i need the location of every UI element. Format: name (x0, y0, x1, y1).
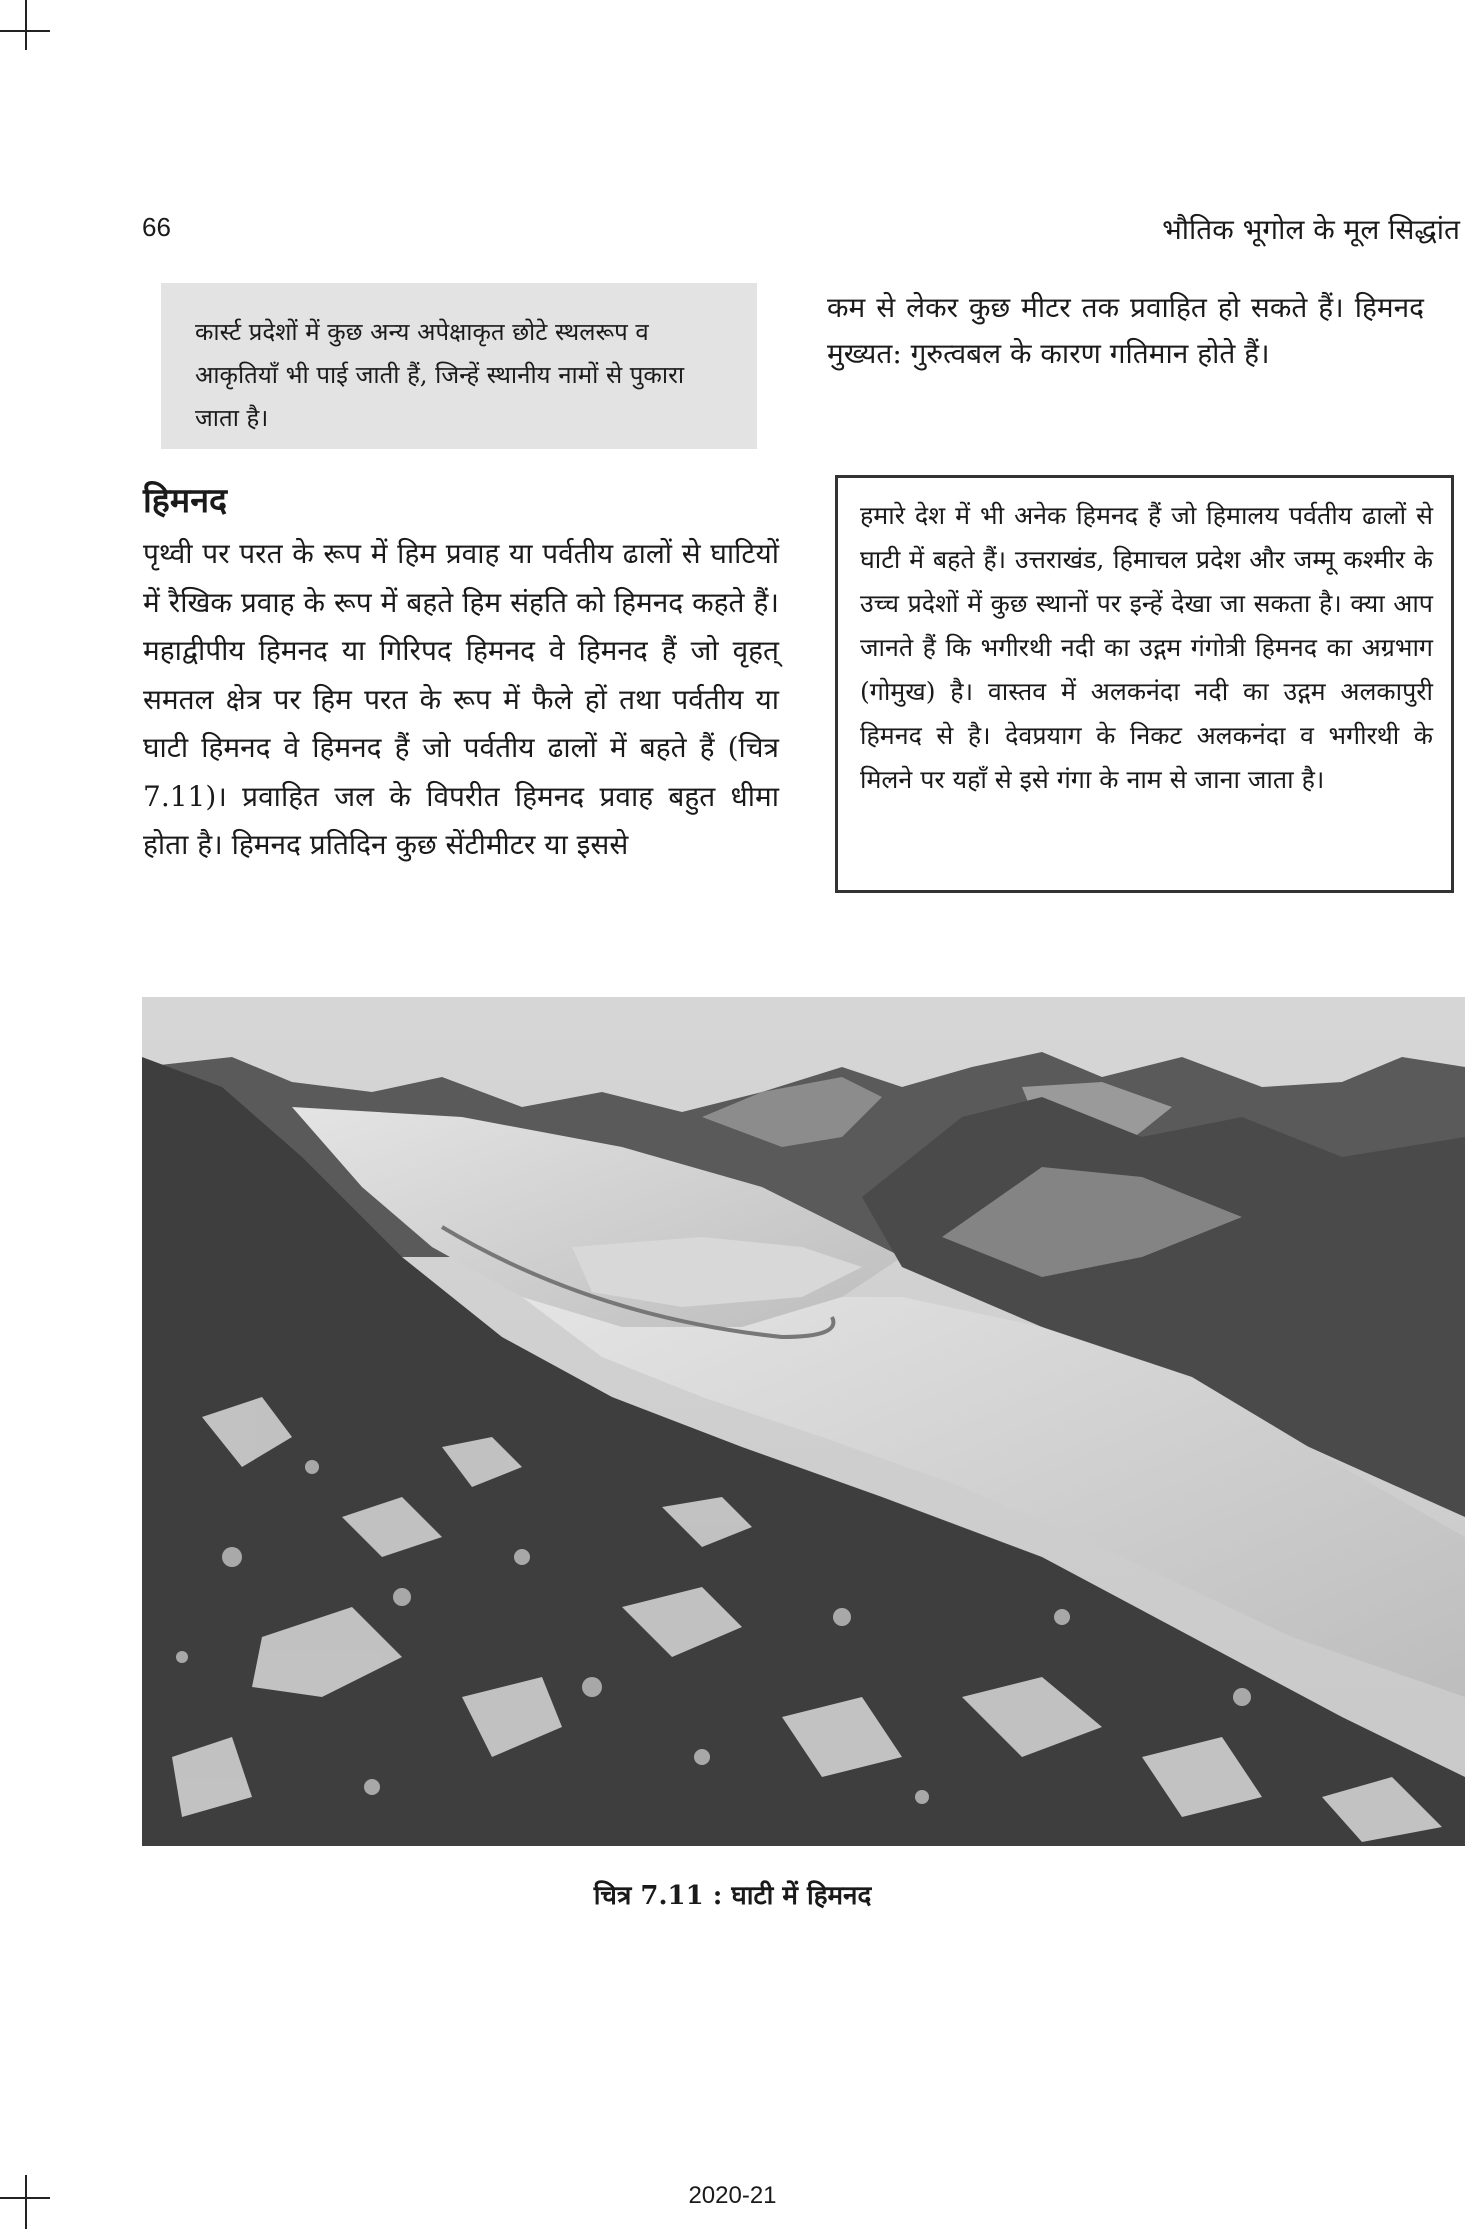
running-head: भौतिक भूगोल के मूल सिद्धांत (1162, 213, 1460, 246)
figure-caption: चित्र 7.11 : घाटी में हिमनद (593, 1881, 872, 1911)
footer-year: 2020-21 (688, 2182, 777, 2209)
page-number: 66 (142, 212, 171, 242)
continuation-paragraph: कम से लेकर कुछ मीटर तक प्रवाहित हो सकते हैं। हिमनद मुख्यत: गुरुत्वबल के कारण गतिमान होते हैं। (827, 291, 1424, 370)
crop-mark-top-left-v (25, 0, 27, 50)
side-note-box (161, 283, 757, 449)
glacier-photo-illustration (142, 997, 1465, 1846)
side-note-text: कार्स्ट प्रदेशों में कुछ अन्य अपेक्षाकृत छोटे स्थलरूप व आकृतियाँ भी पाई जाती हैं, जिन्हें स्थानीय नामों से पुकारा जाता है। (195, 318, 685, 432)
info-box-text: हमारे देश में भी अनेक हिमनद हैं जो हिमालय पर्वतीय ढालों से घाटी में बहते हैं। उत्तराखंड, हिमाचल प्रदेश और जम्मू कश्मीर के उच्च प्रदेशों में कुछ स्थानों पर इन्हें देखा जा सकता है। क्या आप जानते हैं कि भगीरथी नदी का उद्गम गंगोत्री हिमनद का अग्रभाग (गोमुख) है। वास्तव में अलकनंदा नदी का उद्गम अलकापुरी हिमनद से है। देवप्रयाग के निकट अलकनंदा व भगीरथी के मिलने पर यहाँ से इसे गंगा के नाम से जाना जाता है। (860, 501, 1433, 794)
glacier-paragraph: पृथ्वी पर परत के रूप में हिम प्रवाह या पर्वतीय ढालों से घाटियों में रैखिक प्रवाह के रूप में बहते हिम संहति को हिमनद कहते हैं। महाद्वीपीय हिमनद या गिरिपद हिमनद वे हिमनद हैं जो वृहत् समतल क्षेत्र पर हिम परत के रूप में फैले हों तथा पर्वतीय या घाटी हिमनद वे हिमनद हैं जो पर्वतीय ढालों में बहते हैं (चित्र 7.11)। प्रवाहित जल के विपरीत हिमनद प्रवाह बहुत धीमा होता है। हिमनद प्रतिदिन कुछ सेंटीमीटर या इससे (143, 537, 779, 861)
section-heading: हिमनद (143, 481, 228, 521)
valley-glacier-photo (142, 997, 1465, 1846)
info-box (835, 475, 1454, 893)
